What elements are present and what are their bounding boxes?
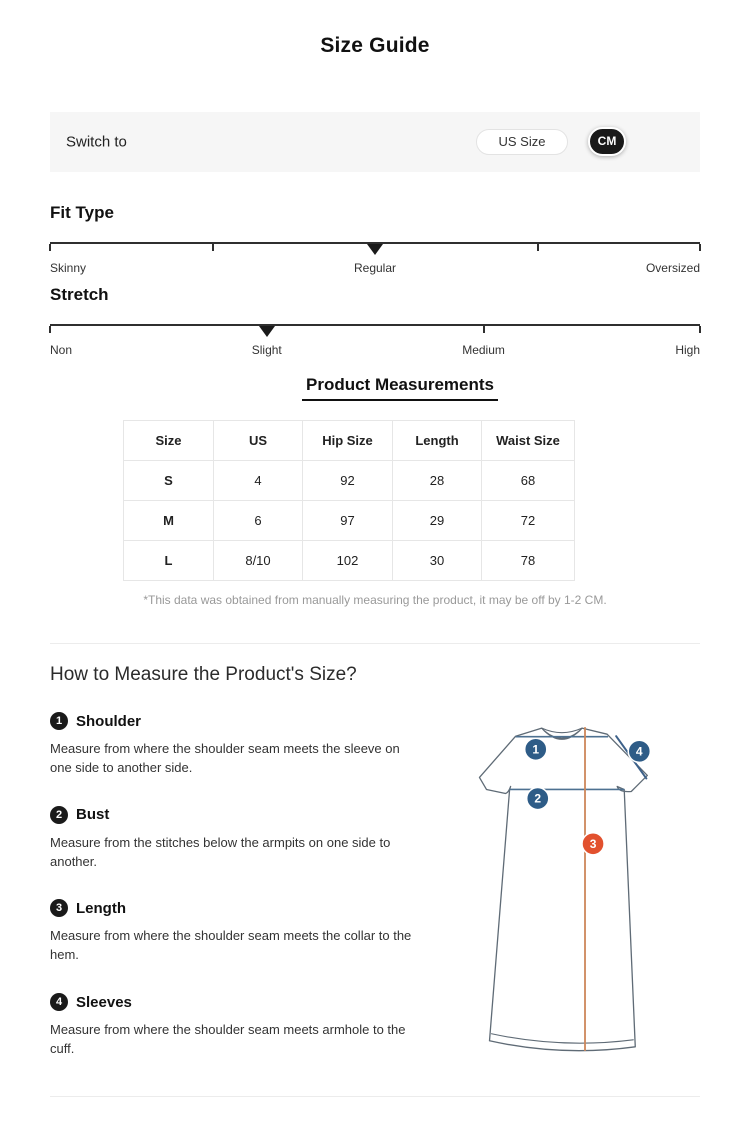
table-row	[124, 461, 575, 501]
measure-item-head	[50, 712, 428, 730]
switch-to-label: Switch to	[66, 133, 127, 151]
size-table-header	[124, 421, 575, 461]
table-cell: 72	[482, 501, 575, 541]
item-label: Shoulder	[76, 712, 142, 730]
item-description: Measure from where the shoulder seam meets the sleeve on one side to another side.	[50, 741, 400, 775]
stretch-labels	[50, 343, 700, 359]
item-description: Measure from where the shoulder seam meets the collar to the hem.	[50, 928, 412, 963]
slider-label-high: High	[675, 343, 700, 357]
svg-text:1: 1	[532, 742, 540, 757]
item-label: Bust	[76, 806, 110, 824]
ruler-tick	[699, 244, 701, 251]
table-cell: M	[124, 501, 214, 541]
slider-label-regular: Regular	[353, 261, 397, 275]
item-description: Measure from where the shoulder seam meets armhole to the cuff.	[50, 1022, 406, 1056]
ruler-tick	[699, 326, 701, 333]
measure-item-head	[50, 993, 428, 1011]
measure-item-head	[50, 806, 428, 824]
table-cell: L	[124, 541, 214, 581]
table-cell: 8/10	[214, 541, 303, 581]
product-measurements-title: Product Measurements	[302, 375, 498, 401]
item-label: Length	[76, 899, 126, 917]
table-cell: 68	[482, 461, 575, 501]
table-cell: S	[124, 461, 214, 501]
table-cell: 28	[393, 461, 482, 501]
svg-text:4: 4	[635, 744, 643, 759]
diagram-marker-3	[582, 833, 604, 855]
measure-item	[50, 712, 428, 778]
column-header: Hip Size	[303, 421, 393, 461]
section-divider-bottom	[50, 1096, 700, 1097]
table-cell: 30	[393, 541, 482, 581]
collar-back-line	[542, 728, 582, 733]
dress-outline	[479, 728, 647, 1051]
table-cell: 29	[393, 501, 482, 541]
measure-item-head	[50, 899, 428, 917]
slider-marker-triangle	[259, 326, 275, 337]
measurement-disclaimer: *This data was obtained from manually measuring the product, it may be off by 1-2 CM.	[143, 593, 607, 607]
slider-label-skinny: Skinny	[50, 261, 87, 275]
item-number-badge: 1	[50, 712, 68, 730]
table-cell: 92	[303, 461, 393, 501]
table-row	[124, 501, 575, 541]
item-description: Measure from the stitches below the armpits on one side to another.	[50, 834, 391, 869]
size-table	[123, 420, 575, 581]
table-cell: 78	[482, 541, 575, 581]
fit-type-labels	[50, 261, 700, 277]
slider-label-medium: Medium	[462, 343, 505, 357]
stretch-heading: Stretch	[50, 285, 109, 304]
cm-unit-toggle[interactable]: CM	[588, 127, 626, 156]
svg-text:3: 3	[589, 836, 597, 851]
diagram-marker-4	[628, 740, 650, 762]
unit-switch-bar	[50, 112, 700, 172]
product-measurements-heading	[100, 375, 700, 401]
column-header: Length	[393, 421, 482, 461]
diagram-marker-1	[525, 738, 547, 760]
table-cell: 4	[214, 461, 303, 501]
svg-text:2: 2	[534, 791, 542, 806]
dress-measure-diagram	[452, 698, 716, 1080]
section-divider	[50, 643, 700, 644]
table-row	[124, 541, 575, 581]
page-title: Size Guide	[320, 34, 430, 57]
ruler-tick	[49, 326, 51, 333]
slider-marker-triangle	[367, 244, 383, 255]
table-cell: 102	[303, 541, 393, 581]
measure-item	[50, 993, 428, 1059]
ruler-tick	[537, 244, 539, 251]
column-header: Size	[124, 421, 214, 461]
slider-label-non: Non	[50, 343, 73, 357]
item-label: Sleeves	[76, 993, 132, 1011]
column-header: Waist Size	[482, 421, 575, 461]
fit-type-ruler	[50, 242, 700, 256]
measure-item	[50, 899, 428, 965]
measure-item	[50, 806, 428, 872]
ruler-tick	[49, 244, 51, 251]
stretch-ruler	[50, 324, 700, 338]
us-size-button[interactable]: US Size	[476, 129, 568, 155]
fit-type-heading: Fit Type	[50, 203, 114, 222]
item-number-badge: 2	[50, 806, 68, 824]
how-to-measure-heading: How to Measure the Product's Size?	[50, 664, 357, 685]
table-cell: 97	[303, 501, 393, 541]
slider-label-oversized: Oversized	[645, 261, 700, 275]
table-cell: 6	[214, 501, 303, 541]
item-number-badge: 3	[50, 899, 68, 917]
column-header: US	[214, 421, 303, 461]
ruler-tick	[212, 244, 214, 251]
item-number-badge: 4	[50, 993, 68, 1011]
slider-label-slight: Slight	[251, 343, 282, 357]
ruler-tick	[483, 326, 485, 333]
diagram-marker-2	[527, 787, 549, 809]
measure-instructions-list	[50, 712, 428, 1087]
